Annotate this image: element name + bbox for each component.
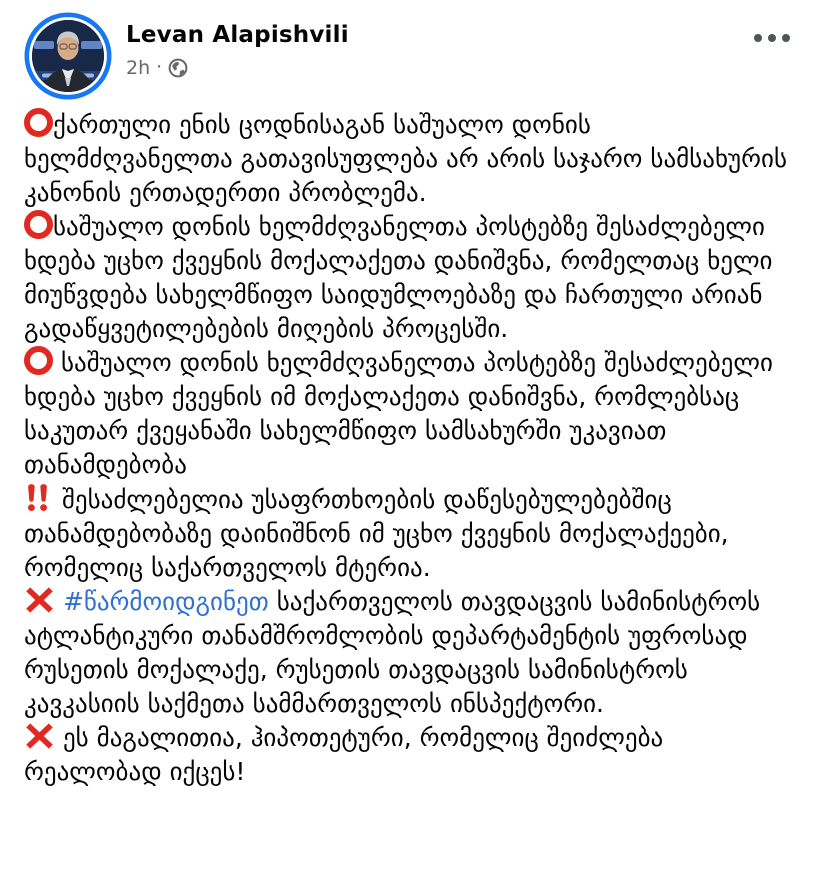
- paragraph-text: საშუალო დონის ხელმძღვანელთა პოსტებზე შესაძლებელი ხდება უცხო ქვეყნის იმ მოქალაქეთა დანიშვნა, რომლებსაც საკუთარ ქვეყანაში სახელმწიფო სამსახურში უკავიათ თანამდებობა: [24, 348, 773, 479]
- paragraph-text: ეს მაგალითია, ჰიპოთეტური, რომელიც შეიძლება რეალობად იქცეს!: [24, 723, 664, 786]
- header-text: [126, 12, 349, 79]
- post-header: [0, 0, 828, 100]
- post-meta: [126, 57, 349, 79]
- paragraph-text: შესაძლებელია უსაფრთხოების დაწესებულებებშიც თანამდებობაზე დაინიშნონ იმ უცხო ქვეყნის მოქალაქეები, რომელიც საქართველოს მტერია.: [24, 485, 729, 582]
- paragraph-text: ქართული ენის ცოდნისაგან საშუალო დონის ხელმძღვანელთა გათავისუფლება არ არის საჯარო სამსახურის კანონის ერთადერთი პრობლემა.: [24, 110, 788, 207]
- hashtag-link[interactable]: #წარმოიდგინეთ: [62, 587, 269, 616]
- double-exclamation-emoji: [24, 482, 54, 513]
- post-paragraph: [24, 108, 804, 210]
- post-paragraph: [24, 721, 804, 789]
- timestamp[interactable]: 2h: [126, 56, 151, 79]
- post-paragraph: [24, 482, 804, 585]
- post-paragraph: [24, 210, 804, 346]
- globe-icon: [168, 58, 188, 78]
- profile-photo: [24, 12, 112, 100]
- red-circle-emoji: [24, 108, 53, 137]
- paragraph-text: საქართველოს თავდაცვის სამინისტროს ატლანტიკური თანამშრომლობის დეპარტამენტის უფროსად რუსეთის მოქალაქე, რუსეთის თავდაცვის სამინისტროს კავკასიის საქმეთა სამმართველოს ინსპექტორი.: [24, 587, 761, 718]
- post-content: [0, 100, 828, 789]
- cross-mark-emoji: [24, 585, 55, 615]
- cross-mark-emoji: [24, 721, 55, 751]
- post-paragraph: [24, 346, 804, 482]
- more-options-button[interactable]: [748, 28, 796, 48]
- avatar[interactable]: [24, 12, 112, 100]
- post-paragraph: [24, 585, 804, 721]
- author-name[interactable]: Levan Alapishvili: [126, 22, 349, 48]
- meta-separator: ·: [156, 55, 163, 78]
- three-dots-icon: [754, 34, 762, 42]
- paragraph-text: საშუალო დონის ხელმძღვანელთა პოსტებზე შესაძლებელი ხდება უცხო ქვეყნის მოქალაქეთა დანიშვნა, რომელთაც ხელი მიუწვდება სახელმწიფო საიდუმლოებაზე და ჩართული არიან გადაწყვეტილებების მიღების პროცესში.: [24, 212, 773, 343]
- red-circle-emoji: [24, 210, 53, 239]
- red-circle-emoji: [24, 346, 53, 375]
